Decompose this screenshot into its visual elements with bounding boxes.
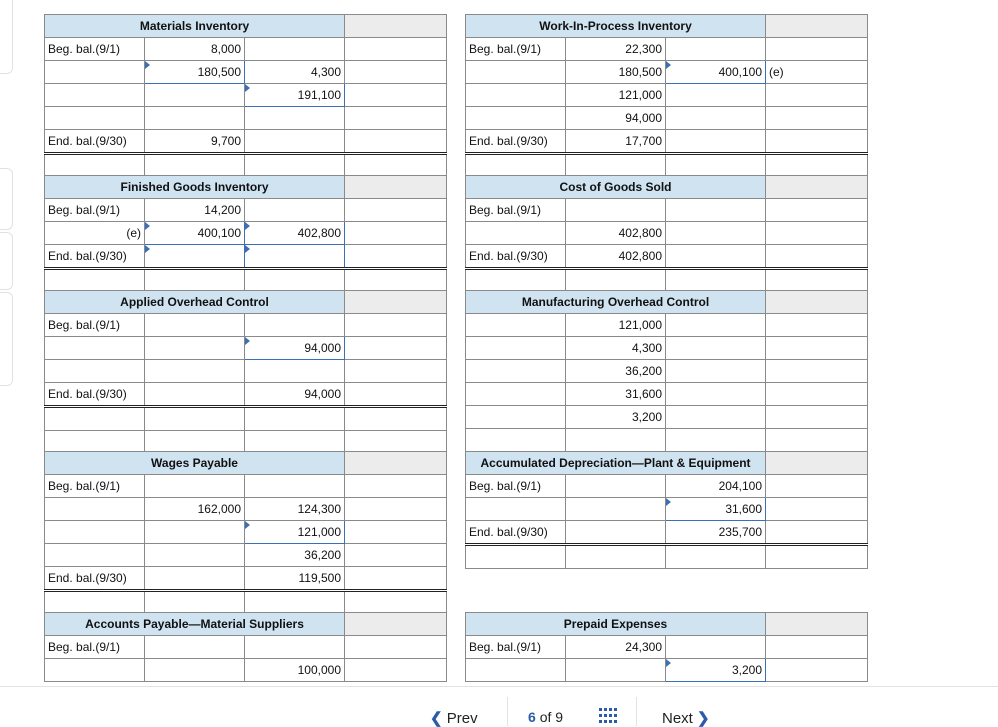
pagination-bar: [0, 686, 998, 726]
left-panel-edge: [0, 0, 13, 74]
account-title: Work-In-Process Inventory: [466, 15, 766, 38]
credit-cell: [666, 154, 766, 178]
empty-cell: [766, 383, 868, 406]
end-bal-label: End. bal.(9/30): [45, 245, 145, 269]
label-cell: [466, 314, 566, 337]
label-cell: [45, 591, 145, 615]
credit-cell: [245, 199, 345, 222]
empty-cell: [345, 360, 447, 383]
credit-cell: [666, 360, 766, 383]
credit-cell: 94,000: [245, 383, 345, 407]
debit-cell: [145, 154, 245, 178]
debit-input[interactable]: 400,100: [145, 222, 245, 245]
empty-cell: [766, 107, 868, 130]
spacer-cell: [345, 176, 447, 199]
end-bal-label: End. bal.(9/30): [45, 567, 145, 591]
empty-cell: [766, 130, 868, 154]
label-cell: [466, 383, 566, 406]
debit-cell: 8,000: [145, 38, 245, 61]
spacer-cell: [345, 613, 447, 636]
credit-cell: [666, 383, 766, 406]
empty-cell: [766, 475, 868, 498]
beg-bal-label: Beg. bal.(9/1): [466, 475, 566, 498]
empty-cell: [766, 545, 868, 569]
label-cell: [45, 544, 145, 567]
empty-cell: [345, 314, 447, 337]
account-title: Accounts Payable—Material Suppliers: [45, 613, 345, 636]
label-cell: [45, 659, 145, 682]
beg-bal-label: Beg. bal.(9/1): [466, 199, 566, 222]
t-account-materials-inventory: [44, 14, 447, 178]
end-bal-label: End. bal.(9/30): [466, 245, 566, 269]
credit-cell: 100,000: [245, 659, 345, 682]
debit-cell: [145, 407, 245, 431]
empty-cell: [766, 154, 868, 178]
debit-cell: [145, 591, 245, 615]
debit-cell: [145, 383, 245, 407]
credit-cell: [245, 130, 345, 154]
credit-input[interactable]: 402,800: [245, 222, 345, 245]
credit-cell: [245, 636, 345, 659]
end-bal-label: End. bal.(9/30): [466, 130, 566, 154]
debit-cell: [145, 636, 245, 659]
beg-bal-label: Beg. bal.(9/1): [45, 475, 145, 498]
spacer-cell: [345, 291, 447, 314]
debit-cell: 94,000: [566, 107, 666, 130]
debit-cell: 180,500: [566, 61, 666, 84]
empty-cell: [345, 154, 447, 178]
empty-cell: [345, 337, 447, 360]
debit-cell: 31,600: [566, 383, 666, 406]
spacer-cell: [345, 452, 447, 475]
t-account-manufacturing-overhead: [465, 290, 868, 452]
account-title: Prepaid Expenses: [466, 613, 766, 636]
beg-bal-label: Beg. bal.(9/1): [466, 38, 566, 61]
debit-cell: [145, 567, 245, 591]
empty-cell: [766, 337, 868, 360]
empty-cell: [345, 475, 447, 498]
empty-cell: [345, 199, 447, 222]
debit-cell: [145, 475, 245, 498]
credit-cell: [666, 222, 766, 245]
t-account-accumulated-depreciation: [465, 451, 868, 569]
debit-cell: [566, 154, 666, 178]
account-title: Wages Payable: [45, 452, 345, 475]
credit-cell: [245, 38, 345, 61]
entry-mark: (e): [45, 222, 145, 245]
left-panel-edge: [0, 232, 13, 290]
end-bal-label: End. bal.(9/30): [45, 130, 145, 154]
label-cell: [45, 337, 145, 360]
empty-cell: [345, 544, 447, 567]
debit-cell: 402,800: [566, 245, 666, 269]
credit-cell: [666, 314, 766, 337]
credit-cell: [666, 406, 766, 429]
prev-label: Prev: [446, 710, 478, 727]
credit-cell: [245, 314, 345, 337]
label-cell: [466, 545, 566, 569]
empty-cell: [345, 636, 447, 659]
label-cell: [45, 498, 145, 521]
debit-cell: 9,700: [145, 130, 245, 154]
debit-cell: [145, 521, 245, 544]
empty-cell: [345, 659, 447, 682]
credit-cell: 119,500: [245, 567, 345, 591]
empty-cell: [345, 498, 447, 521]
credit-cell: [666, 130, 766, 154]
label-cell: [466, 61, 566, 84]
credit-cell: [245, 154, 345, 178]
t-account-applied-overhead: [44, 290, 447, 454]
empty-cell: [766, 636, 868, 659]
label-cell: [466, 154, 566, 178]
debit-cell: 121,000: [566, 84, 666, 107]
credit-cell: [245, 107, 345, 130]
left-panel-edge: [0, 168, 13, 230]
end-bal-label: End. bal.(9/30): [466, 521, 566, 545]
spacer-cell: [766, 15, 868, 38]
empty-cell: [766, 38, 868, 61]
label-cell: [466, 222, 566, 245]
debit-cell: [566, 659, 666, 682]
empty-cell: [766, 269, 868, 293]
t-account-prepaid-expenses: [465, 612, 868, 682]
credit-cell: [666, 199, 766, 222]
empty-cell: [766, 498, 868, 521]
label-cell: [466, 429, 566, 452]
page-indicator: [528, 709, 563, 725]
next-button[interactable]: [662, 709, 710, 727]
divider: [507, 697, 508, 726]
empty-cell: [345, 245, 447, 269]
empty-cell: [345, 38, 447, 61]
label-cell: [45, 521, 145, 544]
t-account-finished-goods: [44, 175, 447, 293]
credit-cell: [666, 636, 766, 659]
of-label: of: [539, 709, 552, 725]
empty-cell: [345, 107, 447, 130]
empty-cell: [345, 130, 447, 154]
debit-cell: [566, 475, 666, 498]
empty-cell: [766, 199, 868, 222]
debit-cell: [145, 84, 245, 107]
grid-icon[interactable]: [599, 708, 617, 724]
credit-input[interactable]: 94,000: [245, 337, 345, 360]
debit-cell: [145, 659, 245, 682]
empty-cell: [766, 360, 868, 383]
credit-cell: [666, 245, 766, 269]
t-account-accounts-payable: [44, 612, 447, 682]
debit-input[interactable]: [145, 245, 245, 269]
credit-input[interactable]: 191,100: [245, 84, 345, 107]
debit-cell: [145, 269, 245, 293]
credit-cell: [666, 429, 766, 452]
label-cell: [466, 498, 566, 521]
credit-input[interactable]: [245, 245, 345, 269]
credit-cell: 36,200: [245, 544, 345, 567]
beg-bal-label: Beg. bal.(9/1): [45, 38, 145, 61]
empty-cell: [766, 84, 868, 107]
label-cell: [466, 84, 566, 107]
debit-cell: 24,300: [566, 636, 666, 659]
account-title: Finished Goods Inventory: [45, 176, 345, 199]
empty-cell: [345, 407, 447, 431]
account-title: Cost of Goods Sold: [466, 176, 766, 199]
credit-cell: [666, 38, 766, 61]
label-cell: [466, 406, 566, 429]
debit-cell: [145, 337, 245, 360]
empty-cell: [345, 521, 447, 544]
spacer-cell: [766, 613, 868, 636]
total-pages: 9: [555, 709, 564, 725]
debit-input[interactable]: 180,500: [145, 61, 245, 84]
empty-cell: [766, 521, 868, 545]
current-page: 6: [528, 709, 536, 725]
chevron-right-icon: ❯: [697, 710, 710, 727]
credit-cell: 235,700: [666, 521, 766, 545]
debit-cell: [566, 521, 666, 545]
spacer-cell: [766, 291, 868, 314]
debit-cell: 121,000: [566, 314, 666, 337]
credit-cell: [245, 475, 345, 498]
debit-cell: [145, 544, 245, 567]
account-title: Manufacturing Overhead Control: [466, 291, 766, 314]
credit-cell: 124,300: [245, 498, 345, 521]
debit-cell: [566, 269, 666, 293]
beg-bal-label: Beg. bal.(9/1): [45, 199, 145, 222]
debit-cell: [566, 429, 666, 452]
empty-cell: [345, 567, 447, 591]
debit-cell: [566, 498, 666, 521]
label-cell: [466, 107, 566, 130]
debit-cell: 162,000: [145, 498, 245, 521]
label-cell: [45, 107, 145, 130]
spacer-cell: [766, 176, 868, 199]
debit-cell: [145, 107, 245, 130]
label-cell: [466, 659, 566, 682]
debit-cell: 4,300: [566, 337, 666, 360]
beg-bal-label: Beg. bal.(9/1): [466, 636, 566, 659]
t-account-wip-inventory: [465, 14, 868, 178]
label-cell: [45, 61, 145, 84]
chevron-left-icon: ❮: [430, 710, 443, 727]
empty-cell: [345, 222, 447, 245]
credit-cell: [245, 360, 345, 383]
label-cell: [45, 269, 145, 293]
credit-cell: [666, 545, 766, 569]
credit-cell: 204,100: [666, 475, 766, 498]
credit-cell: [245, 407, 345, 431]
empty-cell: [345, 61, 447, 84]
next-label: Next: [662, 710, 693, 727]
entry-mark: (e): [766, 61, 868, 84]
label-cell: [45, 360, 145, 383]
divider: [636, 697, 637, 726]
debit-cell: 3,200: [566, 406, 666, 429]
credit-cell: [245, 591, 345, 615]
label-cell: [466, 337, 566, 360]
prev-button[interactable]: [430, 709, 478, 727]
credit-input[interactable]: 121,000: [245, 521, 345, 544]
debit-cell: [566, 545, 666, 569]
debit-cell: 17,700: [566, 130, 666, 154]
label-cell: [45, 407, 145, 431]
empty-cell: [345, 383, 447, 407]
debit-cell: 402,800: [566, 222, 666, 245]
debit-cell: 14,200: [145, 199, 245, 222]
spacer-cell: [766, 452, 868, 475]
t-account-wages-payable: [44, 451, 447, 615]
credit-cell: 4,300: [245, 61, 345, 84]
empty-cell: [766, 429, 868, 452]
label-cell: [45, 84, 145, 107]
credit-cell: [666, 269, 766, 293]
spacer-cell: [345, 15, 447, 38]
credit-input[interactable]: 3,200: [666, 659, 766, 682]
debit-cell: [145, 360, 245, 383]
account-title: Materials Inventory: [45, 15, 345, 38]
empty-cell: [345, 591, 447, 615]
account-title: Accumulated Depreciation—Plant & Equipment: [466, 452, 766, 475]
t-account-cost-of-goods-sold: [465, 175, 868, 293]
beg-bal-label: Beg. bal.(9/1): [45, 636, 145, 659]
credit-input[interactable]: 400,100: [666, 61, 766, 84]
empty-cell: [766, 406, 868, 429]
credit-cell: [666, 337, 766, 360]
credit-cell: [666, 107, 766, 130]
debit-cell: 36,200: [566, 360, 666, 383]
beg-bal-label: Beg. bal.(9/1): [45, 314, 145, 337]
empty-cell: [345, 269, 447, 293]
label-cell: [466, 269, 566, 293]
credit-cell: [666, 84, 766, 107]
account-title: Applied Overhead Control: [45, 291, 345, 314]
empty-cell: [766, 314, 868, 337]
credit-input[interactable]: 31,600: [666, 498, 766, 521]
label-cell: [466, 360, 566, 383]
empty-cell: [766, 222, 868, 245]
debit-cell: 22,300: [566, 38, 666, 61]
debit-cell: [566, 199, 666, 222]
end-bal-label: End. bal.(9/30): [45, 383, 145, 407]
left-panel-edge: [0, 292, 13, 386]
label-cell: [45, 154, 145, 178]
empty-cell: [766, 659, 868, 682]
empty-cell: [345, 84, 447, 107]
empty-cell: [766, 245, 868, 269]
credit-cell: [245, 269, 345, 293]
debit-cell: [145, 314, 245, 337]
